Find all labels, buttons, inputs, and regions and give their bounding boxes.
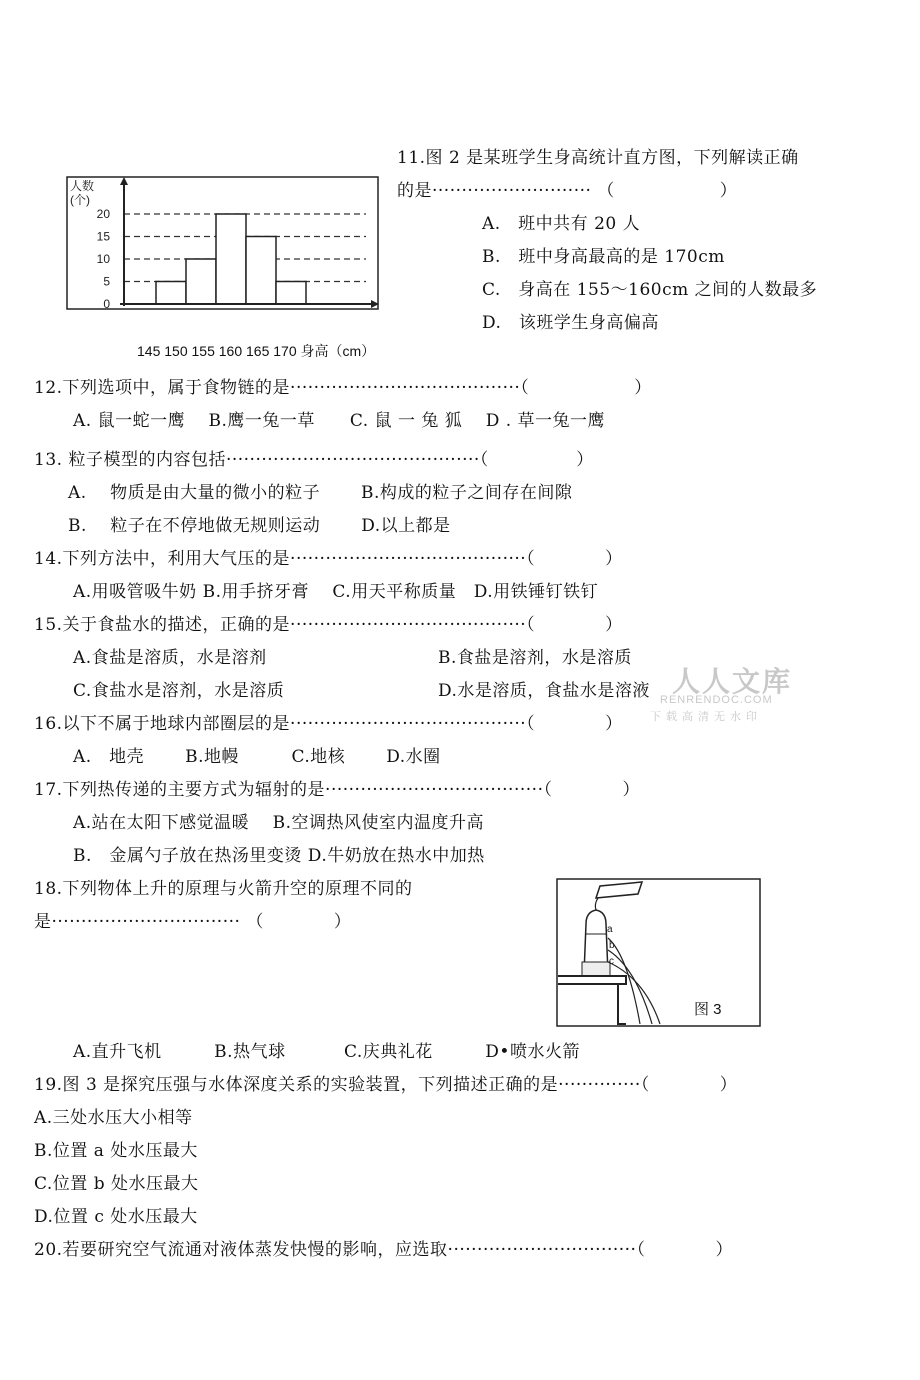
- water-pressure-apparatus: [556, 878, 762, 1028]
- q18-stem-line1: 18.下列物体上升的原理与火箭升空的原理不同的: [34, 879, 413, 899]
- hole-label-a: a: [607, 924, 613, 935]
- bottle-base: [582, 962, 610, 976]
- histogram-bar-165-170: [276, 282, 306, 305]
- figure-caption: 图 3: [694, 1001, 722, 1018]
- watermark-url: RENRENDOC.COM: [660, 694, 773, 706]
- q13-stem: 13. 粒子模型的内容包括···········································（ ）: [34, 450, 594, 470]
- q19-option-a: A.三处水压大小相等: [34, 1108, 193, 1128]
- q15-option-c: C.食盐水是溶剂，水是溶质: [73, 681, 285, 701]
- q11-stem-line2: 的是··························· （ ）: [397, 181, 738, 201]
- q17-options-row2: B. 金属勺子放在热汤里变烫 D.牛奶放在热水中加热: [73, 846, 485, 866]
- q11-stem-line1: 11.图 2 是某班学生身高统计直方图，下列解读正确: [397, 148, 799, 168]
- q13-options-row2: B. 粒子在不停地做无规则运动 D.以上都是: [68, 516, 451, 536]
- hole-label-c: c: [609, 956, 614, 967]
- y-tick-label: 10: [96, 252, 110, 266]
- height-histogram: [66, 176, 380, 312]
- histogram-bar-160-165: [246, 237, 276, 305]
- q14-options: A.用吸管吸牛奶 B.用手挤牙膏 C.用天平称质量 D.用铁锤钉铁钉: [73, 582, 599, 602]
- q15-option-a: A.食盐是溶质，水是溶剂: [73, 648, 267, 668]
- y-tick-label: 15: [96, 229, 110, 244]
- q16-options: A. 地壳 B.地幔 C.地核 D.水圈: [73, 747, 441, 767]
- q19-option-c: C.位置 b 处水压最大: [34, 1174, 199, 1194]
- q15-stem: 15.关于食盐水的描述，正确的是········································（ ）: [34, 615, 623, 635]
- q15-option-d: D.水是溶质，食盐水是溶液: [438, 681, 650, 701]
- q15-option-b: B.食盐是溶剂，水是溶质: [438, 648, 632, 668]
- histogram-bar-145-150: [156, 282, 186, 305]
- y-axis-label-line2: (个): [70, 193, 90, 207]
- q19-option-b: B.位置 a 处水压最大: [34, 1141, 198, 1161]
- histogram-x-caption: 145 150 155 160 165 170 身高（cm）: [137, 343, 376, 359]
- q20-stem: 20.若要研究空气流通对液体蒸发快慢的影响，应选取································（ ）: [34, 1240, 733, 1260]
- y-tick-label: 5: [103, 274, 110, 289]
- q17-options-row1: A.站在太阳下感觉温暖 B.空调热风使室内温度升高: [73, 813, 484, 833]
- histogram-bar-150-155: [186, 259, 216, 304]
- watermark-slogan: 下载高清无水印: [650, 711, 762, 723]
- q18-stem-line2: 是································ （ ）: [34, 912, 352, 932]
- q18-options: A.直升飞机 B.热气球 C.庆典礼花 D•喷水火箭: [73, 1042, 580, 1062]
- q11-option-d: D. 该班学生身高偏高: [482, 313, 659, 333]
- y-tick-label: 0: [103, 297, 110, 311]
- q13-options-row1: A. 物质是由大量的微小的粒子 B.构成的粒子之间存在间隙: [68, 483, 573, 503]
- watermark-title: 人人文库: [672, 666, 793, 697]
- y-tick-label: 20: [96, 207, 110, 221]
- q12-stem: 12.下列选项中，属于食物链的是·······································（ ）: [34, 378, 652, 398]
- q12-options: A. 鼠一蛇一鹰 B.鹰一兔一草 C. 鼠 一 兔 狐 D . 草一兔一鹰: [73, 411, 606, 431]
- q11-option-c: C. 身高在 155～160cm 之间的人数最多: [482, 280, 818, 300]
- q14-stem: 14.下列方法中，利用大气压的是········································（ ）: [34, 549, 623, 569]
- q19-option-d: D.位置 c 处水压最大: [34, 1207, 198, 1227]
- hole-label-b: b: [609, 940, 615, 951]
- q17-stem: 17.下列热传递的主要方式为辐射的是·····································（ ）: [34, 780, 640, 800]
- q11-option-b: B. 班中身高最高的是 170cm: [482, 247, 725, 267]
- histogram-bar-155-160: [216, 214, 246, 304]
- q11-option-a: A. 班中共有 20 人: [482, 214, 641, 234]
- q16-stem: 16.以下不属于地球内部圈层的是········································（ ）: [34, 714, 623, 734]
- q19-stem: 19.图 3 是探究压强与水体深度关系的实验装置，下列描述正确的是··············（ ）: [34, 1075, 738, 1095]
- y-axis-label-line1: 人数: [70, 179, 95, 193]
